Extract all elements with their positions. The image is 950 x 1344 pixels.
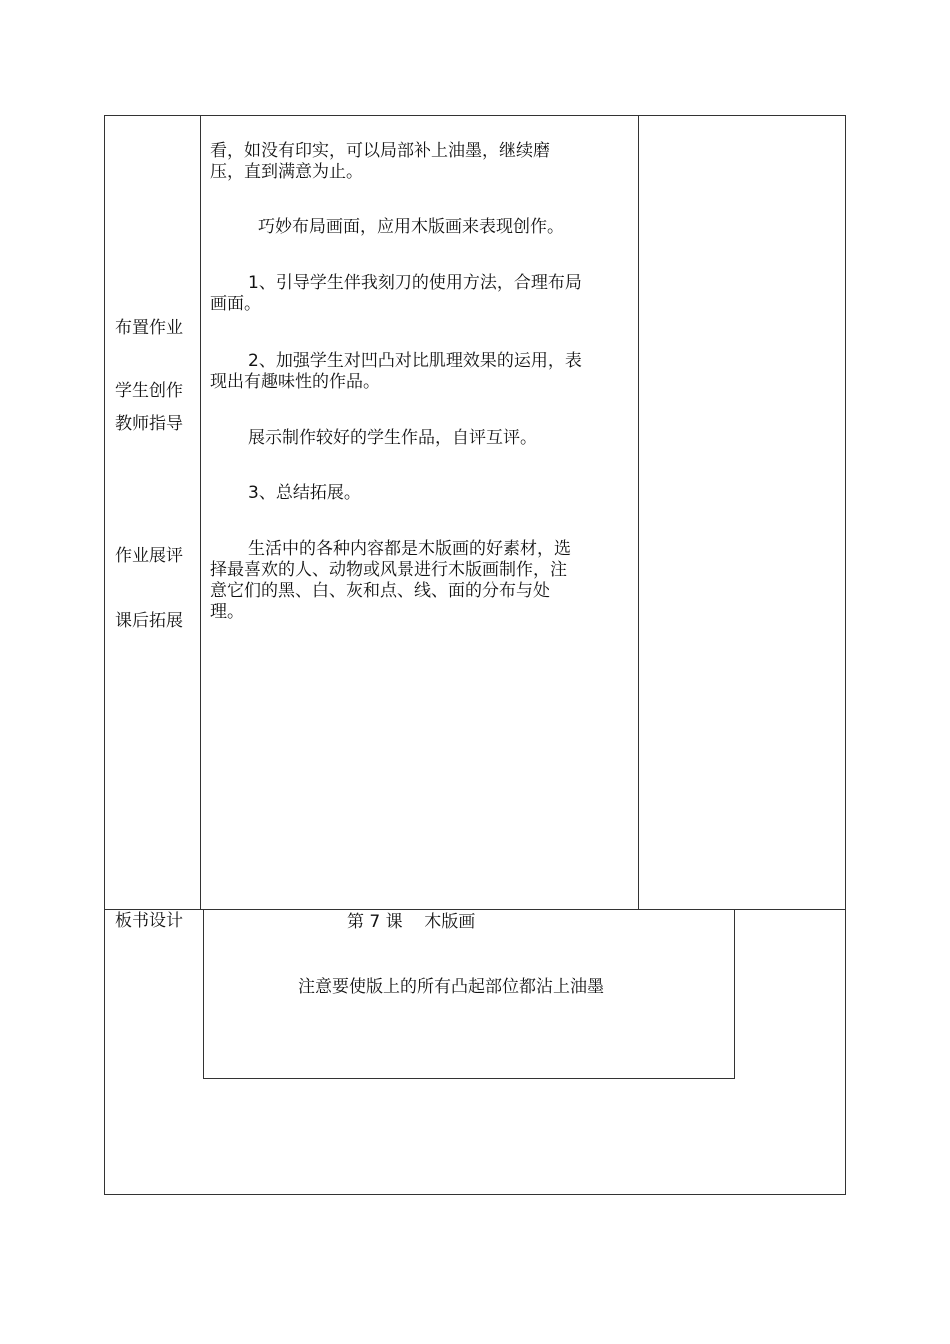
paragraph-line: 展示制作较好的学生作品，自评互评。 <box>248 428 537 448</box>
label-student-creation: 学生创作 <box>115 381 183 401</box>
paragraph-showcase <box>248 428 537 449</box>
paragraph-line: 看，如没有印实，可以局部补上油墨，继续磨 <box>210 141 550 161</box>
paragraph-line: 现出有趣味性的作品。 <box>210 372 380 392</box>
board-note: 注意要使版上的所有凸起部位都沾上油墨 <box>298 977 604 997</box>
paragraph-line: 3、总结拓展。 <box>248 483 361 503</box>
paragraph-line: 1、引导学生伴我刻刀的使用方法，合理布局 <box>248 273 582 293</box>
paragraph-layout-creation <box>258 217 564 238</box>
board-title: 第 7 课 木版画 <box>347 912 476 932</box>
paragraph-line: 择最喜欢的人、动物或风景进行木版画制作，注 <box>210 560 567 580</box>
paragraph-line: 压，直到满意为止。 <box>210 162 363 182</box>
paragraph-line: 理。 <box>210 602 244 622</box>
table-left-border <box>104 115 105 1195</box>
paragraph-printing-check <box>210 141 550 183</box>
paragraph-step-1 <box>210 273 582 315</box>
label-assign-homework: 布置作业 <box>115 318 183 338</box>
table-right-border <box>845 115 846 1195</box>
paragraph-step-2 <box>210 351 582 393</box>
label-board-design: 板书设计 <box>115 911 183 931</box>
label-work-review: 作业展评 <box>115 546 183 566</box>
paragraph-line: 2、加强学生对凹凸对比肌理效果的运用，表 <box>248 351 582 371</box>
paragraph-line: 画面。 <box>210 294 261 314</box>
paragraph-line: 巧妙布局画面，应用木版画来表现创作。 <box>258 217 564 237</box>
label-teacher-guidance: 教师指导 <box>115 414 183 434</box>
paragraph-extension <box>210 539 571 623</box>
paragraph-line: 意它们的黑、白、灰和点、线、面的分布与处 <box>210 581 550 601</box>
paragraph-step-3 <box>248 483 361 504</box>
label-extension: 课后拓展 <box>115 611 183 631</box>
column-divider-right <box>638 115 639 910</box>
paragraph-line: 生活中的各种内容都是木版画的好素材，选 <box>248 539 571 559</box>
column-divider-left <box>200 115 201 910</box>
table-bottom-border <box>104 1194 846 1195</box>
table-top-border <box>104 115 846 116</box>
